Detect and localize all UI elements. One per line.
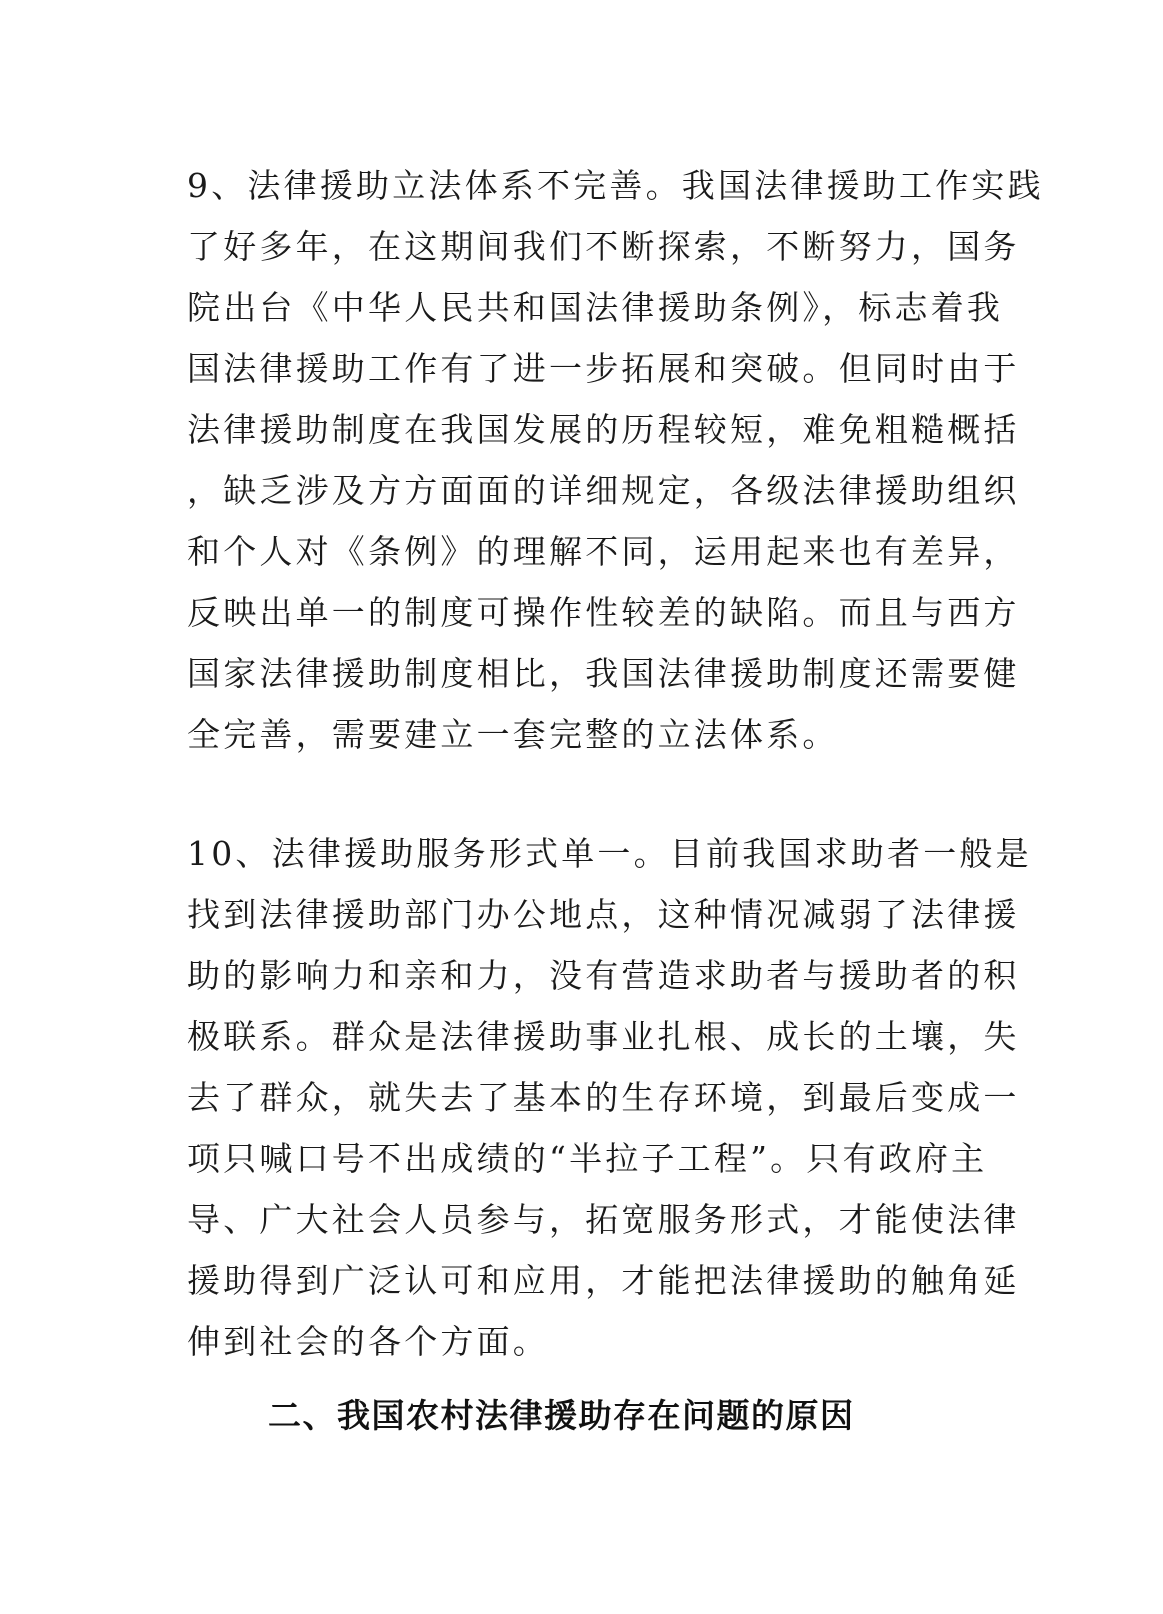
paragraph-line: 导、广大社会人员参与，拓宽服务形式，才能使法律: [187, 1200, 1020, 1239]
paragraph-line: 项只喊口号不出成绩的“半拉子工程”。只有政府主: [187, 1139, 988, 1178]
paragraph-line: ，缺乏涉及方方面面的详细规定，各级法律援助组织: [187, 471, 1020, 510]
paragraph-line: 了好多年，在这期间我们不断探索，不断努力，国务: [187, 227, 1020, 266]
paragraph-line: 伸到社会的各个方面。: [187, 1322, 549, 1361]
paragraph-line: 援助得到广泛认可和应用，才能把法律援助的触角延: [187, 1261, 1020, 1300]
paragraph-line: 和个人对《条例》的理解不同，运用起来也有差异，: [187, 532, 1020, 571]
paragraph-line: 找到法律援助部门办公地点，这种情况减弱了法律援: [187, 895, 1020, 934]
paragraph-line: 反映出单一的制度可操作性较差的缺陷。而且与西方: [187, 593, 1020, 632]
paragraph-line: 国家法律援助制度相比，我国法律援助制度还需要健: [187, 654, 1020, 693]
paragraph-line: 极联系。群众是法律援助事业扎根、成长的土壤，失: [187, 1017, 1020, 1056]
paragraph-line: 全完善，需要建立一套完整的立法体系。: [187, 715, 839, 754]
section-heading: 二、我国农村法律援助存在问题的原因: [268, 1396, 855, 1435]
paragraph-9: [187, 155, 1044, 765]
paragraph-line: 国法律援助工作有了进一步拓展和突破。但同时由于: [187, 349, 1020, 388]
paragraph-line: 10、法律援助服务形式单一。目前我国求助者一般是: [187, 834, 1032, 873]
paragraph-line: 9、法律援助立法体系不完善。我国法律援助工作实践: [187, 166, 1044, 205]
paragraph-line: 助的影响力和亲和力，没有营造求助者与援助者的积: [187, 956, 1020, 995]
paragraph-line: 去了群众，就失去了基本的生存环境，到最后变成一: [187, 1078, 1020, 1117]
paragraph-line: 法律援助制度在我国发展的历程较短，难免粗糙概括: [187, 410, 1020, 449]
paragraph-10: [187, 823, 1032, 1372]
paragraph-line: 院出台《中华人民共和国法律援助条例》，标志着我: [187, 288, 1004, 327]
